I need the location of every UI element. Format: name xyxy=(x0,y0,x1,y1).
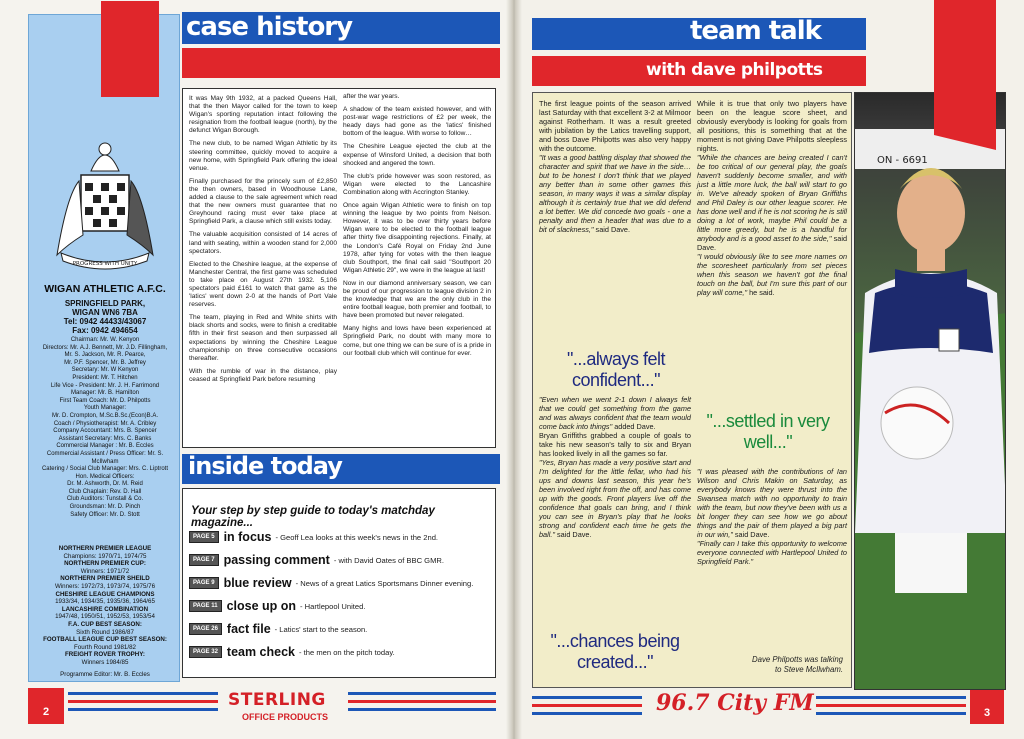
crest-motto: PROGRESS WITH UNITY xyxy=(72,261,138,267)
official-line: First Team Coach: Mr. D. Philpotts xyxy=(59,397,151,404)
footer-stripe xyxy=(532,696,642,699)
address-line: WIGAN WN6 7BA xyxy=(72,308,138,317)
article-column xyxy=(539,395,691,539)
contents-row xyxy=(189,575,493,591)
contents-title: fact file xyxy=(226,622,271,636)
article-paragraph: after the war years. xyxy=(343,93,400,100)
honour-title: NORTHERN PREMIER CUP: xyxy=(64,560,146,568)
article-paragraph: It was May 9th 1932, at a packed Queens Hall, that the then Mayor called for the town to keep Wigan's sporting reputation intact following the resignation from the football league (north), by the defunct Wigan Borough. xyxy=(189,95,337,135)
contents-desc: - Latics' start to the season. xyxy=(274,624,368,634)
case-history-red-bar xyxy=(182,48,500,78)
footer-stripe xyxy=(68,692,218,695)
programme-editor: Programme Editor: Mr. B. Eccles xyxy=(60,671,150,678)
official-line: Life Vice - President: Mr. J. H. Farrimond xyxy=(50,382,160,389)
contents-title: close up on xyxy=(226,599,297,613)
page-gutter xyxy=(506,0,522,739)
club-name: WIGAN ATHLETIC A.F.C. xyxy=(44,283,166,295)
contents-row xyxy=(189,621,493,637)
official-line: Youth Manager: xyxy=(83,405,127,412)
red-corner-tab xyxy=(101,1,159,97)
page-badge: PAGE 7 xyxy=(189,554,219,566)
page-badge: PAGE 5 xyxy=(189,531,219,543)
address-line: SPRINGFIELD PARK, xyxy=(64,299,146,308)
contents-desc: - Geoff Lea looks at this week's news in the 2nd. xyxy=(275,532,439,542)
inside-today-contents xyxy=(182,488,496,678)
contents-desc: - with David Oates of BBC GMR. xyxy=(333,555,444,565)
article-paragraph: "While the chances are being created I can't be too critical of our general play, the goals haven't suddenly become smaller, and with just a little more luck, the ball will start to go in. We've already spoken of Bryan Griffiths and Phil Daley is our other league scorer. He has done well and if he is not scoring he is still doing a lot of work, maybe Phil could be a little more greedy, but he is a handful for anybody and is a good asset to the side," said Dave. xyxy=(697,153,848,252)
article-column xyxy=(343,93,491,363)
red-corner-tab xyxy=(934,0,996,150)
page-badge: PAGE 11 xyxy=(189,600,222,612)
article-paragraph: The valuable acquisition consisted of 14 acres of land with seating, within a wooden stand for 2,000 spectators. xyxy=(189,231,337,255)
contents-desc: - Hartlepool United. xyxy=(300,601,366,611)
footer-stripe xyxy=(816,704,966,707)
honour-detail: Winners: 1972/73, 1973/74, 1975/76 xyxy=(54,582,156,590)
article-paragraph: With the rumble of war in the distance, play ceased at Springfield Park before resuming xyxy=(189,367,337,383)
official-line: Coach / Physiotherapist: Mr. A. Cribley xyxy=(53,420,157,427)
article-paragraph: Many highs and lows have been experienced at Springfield Park, no doubt with many more to come, but one thing we can be sure of is a pride in our football club which will continue for ever. xyxy=(343,325,491,357)
credit-line: Dave Philpotts was talking xyxy=(751,655,843,664)
official-line: Mr. P.F. Spencer, Mr. B. Jeffrey xyxy=(64,359,146,366)
page-badge: PAGE 32 xyxy=(189,646,222,658)
article-paragraph: "Even when we went 2-1 down I always felt that we could get something from the game and was always confident that the team would come back into things" added Dave. xyxy=(539,395,691,431)
sterling-sponsor-logo: STERLING xyxy=(228,690,326,710)
footer-stripe xyxy=(348,692,496,695)
interview-credit xyxy=(703,655,843,675)
article-paragraph: The Cheshire League ejected the club at the expense of Winsford United, a decision that both shocked and angered the town. xyxy=(343,143,491,167)
article-column xyxy=(697,99,847,297)
honour-detail: Winners 1984/85 xyxy=(81,658,129,666)
contents-row xyxy=(189,598,493,614)
article-paragraph: "Finally can I take this opportunity to welcome everyone connected with Hartlepool United to Springfield Park." xyxy=(697,539,847,566)
official-line: Groundsman: Mr. D. Pinch xyxy=(69,504,141,511)
pull-quote: "...chances being created..." xyxy=(550,631,680,672)
footer-stripe xyxy=(816,712,966,715)
article-column xyxy=(539,99,691,234)
manager-portrait-image xyxy=(855,93,1006,690)
article-paragraph: A shadow of the team existed however, and with post-war wage restrictions of £2 per week, the heady days had gone as the 'latics' finished bottom of the league. With worse to follow… xyxy=(343,106,491,138)
official-line: Club Chaplain: Rev. D. Hall xyxy=(68,488,142,495)
official-line: Mr. S. Jackson, Mr. R. Pearce, xyxy=(64,352,146,359)
city-fm-sponsor-logo: 96.7 City FM xyxy=(656,690,814,716)
article-paragraph: "It was a good battling display that showed the character and spirit that we have in the side… but to be honest I don't think that we played any better than in some other games this season, in many ways it was a similar display although it is certainly true that we did defend a lot better. We did concede two goals - one a penalty and then a header that was due to a bit of slackness," said Dave. xyxy=(539,153,691,234)
address-line: Tel: 0942 44433/43067 xyxy=(63,317,147,326)
team-talk-article xyxy=(532,92,852,688)
honour-detail: Fourth Round 1981/82 xyxy=(74,643,136,651)
article-paragraph: Now in our diamond anniversary season, we can be proud of our progression to league division 2 in the knowledge that we are the only club in the entire football league, both premier and football, to have been promoted but never relegated. xyxy=(343,279,491,320)
article-paragraph: "Yes, Bryan has made a very positive start and I'm delighted for the little fellar, who had his ups and downs last season, this year he's been involved right from the off, and has come up with the goods. Front players live off the confidence that goals can bring, and I think you can see in Bryan's play that he looks strong and confident each time he gets the ball." said Dave. xyxy=(539,458,691,539)
official-line: Secretary: Mr. W Kenyon xyxy=(71,367,139,374)
official-line: Dr. M. Ashworth, Dr. M. Reid xyxy=(67,481,143,488)
official-line: Catering / Social Club Manager: Mrs. C. Liptrott xyxy=(41,466,169,473)
honour-title: CHESHIRE LEAGUE CHAMPIONS xyxy=(55,590,155,598)
contents-title: team check xyxy=(226,645,296,659)
honour-detail: Sixth Round 1986/87 xyxy=(76,628,134,636)
footer-stripe xyxy=(532,712,642,715)
official-line: Commercial Manager : Mr. B. Eccles xyxy=(56,443,154,450)
contents-desc: - the men on the pitch today. xyxy=(299,647,395,657)
club-crest-icon xyxy=(47,135,163,275)
article-paragraph: Bryan Griffiths grabbed a couple of goals to take his new season's tally to six and Bryan has looked lively in all the games so far. xyxy=(539,431,691,458)
page-badge: PAGE 9 xyxy=(189,577,219,589)
contents-intro: Your step by step guide to today's matchday magazine... xyxy=(191,505,435,529)
case-history-article xyxy=(182,88,496,448)
contents-row xyxy=(189,552,493,568)
official-line: Chairman: Mr. W. Kenyon xyxy=(70,337,140,343)
photo-banner-text: ON - 6691 xyxy=(877,155,928,166)
footer-stripe xyxy=(348,708,496,711)
official-line: Safety Officer: Mr. D. Stott xyxy=(70,511,140,518)
article-paragraph: Once again Wigan Athletic were to finish on top winning the league by two points from Nelson. However, it was to be over thirty years before Wigan were to be elected to the football league after thirty five disappointing rejections. Finally, at the London's Café Royal on Friday 2nd June 1978, after tying for votes with the then league club Southport, the final call said "Southport 20 Wigan Athletic 29", we were in the league at last! xyxy=(343,202,491,274)
official-line: Company Accountant: Mrs. B. Spencer xyxy=(53,428,157,435)
official-line: Hon. Medical Officers: xyxy=(75,473,135,480)
page-badge: PAGE 26 xyxy=(189,623,222,635)
contents-title: blue review xyxy=(223,576,292,590)
club-address xyxy=(33,299,177,335)
honour-title: FOOTBALL LEAGUE CUP BEST SEASON: xyxy=(43,636,167,644)
inside-today-title: inside today xyxy=(188,452,342,480)
official-line: Club Auditors: Tunstall & Co. xyxy=(66,496,144,503)
contents-title: passing comment xyxy=(223,553,330,567)
honour-title: FREIGHT ROVER TROPHY: xyxy=(65,651,145,659)
club-honours-list xyxy=(33,545,177,667)
footer-stripe xyxy=(532,704,642,707)
team-talk-subtitle: with dave philpotts xyxy=(646,60,823,80)
honour-title: LANCASHIRE COMBINATION xyxy=(61,605,149,613)
page-number: 3 xyxy=(970,690,1004,724)
official-line: Assistant Secretary: Mrs. C. Banks xyxy=(58,435,152,442)
official-line: Commercial Assistant / Press Officer: Mr. S. McIlwham xyxy=(46,450,164,465)
honour-detail: Winners: 1971/72 xyxy=(80,567,130,575)
club-officials-list xyxy=(33,337,177,519)
article-paragraph: The first league points of the season arrived last Saturday with that excellent 3-2 at Milmoor against Rotherham. It was a result greeted with jubilation by the Latics travelling support, and boss Dave Philpotts was also very happy with the outcome. xyxy=(539,99,691,153)
article-paragraph: The club's pride however was soon restored, as Wigan were elected to the Lancashire Combination along with Accrington Stanley. xyxy=(343,172,491,196)
team-talk-title: team talk xyxy=(690,16,821,46)
official-line: President: Mr. T. Hitchen xyxy=(72,374,138,381)
article-paragraph: "I would obviously like to see more names on the scoresheet particularly from set pieces when this season we haven't got the final touch on the ball, but I'm sure this part of our play will come," he said. xyxy=(697,252,847,297)
footer-stripe xyxy=(68,700,218,703)
article-column xyxy=(189,95,337,389)
pull-quote: "...always felt confident..." xyxy=(567,349,665,390)
article-paragraph: The new club, to be named Wigan Athletic by its steering committee, quickly moved to acquire a new home, with Springfield Park offering the ideal venue. xyxy=(189,140,337,172)
honour-title: NORTHERN PREMIER SHEILD xyxy=(60,575,150,583)
honour-detail: 1947/48, 1950/51, 1952/53, 1953/54 xyxy=(55,613,155,621)
article-paragraph: Finally purchased for the princely sum of £2,850 the then owners, based in Woodhouse Lane, added a clause to the sale agreement which read that the new owners must guarantee that no Greyhound racing must ever take place at Springfield Park, a clause which still exists today. xyxy=(189,177,337,226)
article-paragraph: "I was pleased with the contributions of Ian Wilson and Chris Makin on Saturday, as everybody knows they were thrust into the Swansea match with no opportunity to train with the team, but now they've been with us a bit longer they can see how we go about things and the pair of them played a big part in our win," said Dave. xyxy=(697,467,847,539)
footer-stripe xyxy=(68,708,218,711)
official-line: Manager: Mr. B. Hamilton xyxy=(70,390,140,397)
address-line: Fax: 0942 494654 xyxy=(72,326,138,335)
honour-detail: Champions: 1970/71, 1974/75 xyxy=(63,552,147,560)
credit-line: to Steve McIlwham. xyxy=(774,665,843,674)
player-photo xyxy=(854,92,1006,690)
article-paragraph: The team, playing in Red and White shirts with black shorts and socks, were to finish a creditable fifth in their first season and then surpassed all expectations by winning the Cheshire League championship on three consecutive occasions thereafter. xyxy=(189,314,337,362)
footer-stripe xyxy=(348,700,496,703)
honour-title: F.A. CUP BEST SEASON: xyxy=(68,620,142,628)
pull-quote: "...settled in very well..." xyxy=(706,411,830,452)
footer-stripe xyxy=(816,696,966,699)
contents-title: in focus xyxy=(223,530,272,544)
contents-row xyxy=(189,644,493,660)
official-line: Directors: Mr. A.J. Bennett, Mr. J.D. Fillingham, xyxy=(42,344,168,351)
article-column xyxy=(697,467,847,566)
article-paragraph: Elected to the Cheshire league, at the expense of Manchester Central, the first game was scheduled to take place on August 27th 1932. 5,106 spectators paid £161 to watch that game as the 'latics' went down 2-0 at the hands of Port Vale reserves. xyxy=(189,260,337,309)
honour-title: NORTHERN PREMIER LEAGUE xyxy=(58,545,152,552)
case-history-title: case history xyxy=(186,12,353,42)
honour-detail: 1933/34, 1934/35, 1935/36, 1964/65 xyxy=(55,598,155,606)
contents-row xyxy=(189,529,493,545)
page-number: 2 xyxy=(28,688,64,724)
contents-desc: - News of a great Latics Sportsmans Dinner evening. xyxy=(295,578,474,588)
official-line: Mr. D. Crompton, M.Sc.B.Sc.(Econ)B.A. xyxy=(51,412,159,419)
article-paragraph: While it is true that only two players have been on the league score sheet, and obviously everybody is looking for goals from all positions, this is something that at the moment is not giving Dave Philpotts sleepless nights. xyxy=(697,99,847,153)
club-info-sidebar xyxy=(28,14,180,682)
sponsor-subtitle: OFFICE PRODUCTS xyxy=(242,712,329,722)
